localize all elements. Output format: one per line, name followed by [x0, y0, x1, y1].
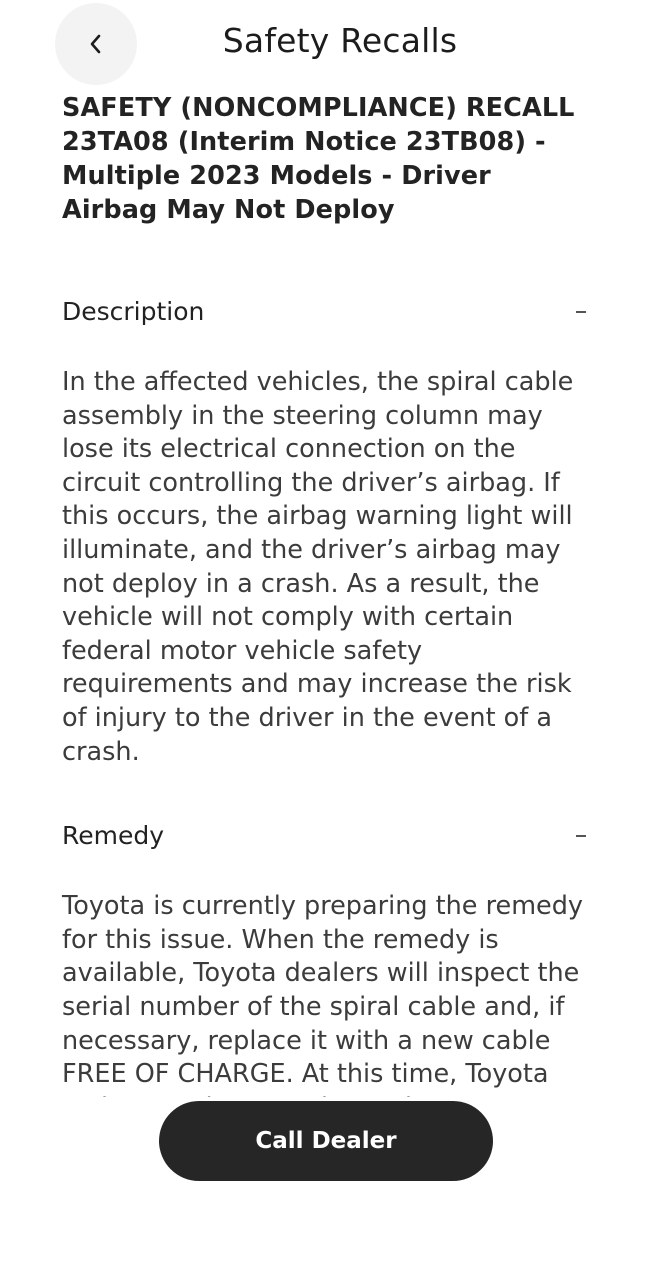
minus-icon[interactable]: [576, 835, 586, 837]
header: [0, 0, 652, 86]
description-body: In the affected vehicles, the spiral cable assembly in the steering column may lose its electrical connection on the circuit controlling the driver’s airbag. If this occurs, the airbag warning light will illuminate, and the driver’s airbag may not deploy in a crash. As a result, the vehicle will not comply with certain federal motor vehicle safety requirements and may increase the risk of injury to the driver in the event of a crash.: [62, 367, 574, 767]
description-header[interactable]: [62, 297, 590, 326]
description-title: Description: [62, 297, 205, 326]
minus-icon[interactable]: [576, 311, 586, 313]
page-title: Safety Recalls: [222, 21, 458, 60]
remedy-header[interactable]: [62, 821, 590, 850]
description-section: [62, 297, 590, 769]
recall-content: [62, 91, 590, 1125]
remedy-section: [62, 821, 590, 1125]
recall-title: SAFETY (NONCOMPLIANCE) RECALL 23TA08 (Interim Notice 23TB08) - Multiple 2023 Models - Driver Airbag May Not Deploy: [62, 93, 575, 225]
remedy-body: Toyota is currently preparing the remedy for this issue. When the remedy is available, Toyota dealers will inspect the serial number of the spiral cable and, if necessary, replace it with a new cable FREE OF CHARGE. At this time, Toyota: [62, 891, 584, 1090]
remedy-title: Remedy: [62, 821, 165, 851]
call-dealer-button[interactable]: Call Dealer: [159, 1101, 493, 1181]
